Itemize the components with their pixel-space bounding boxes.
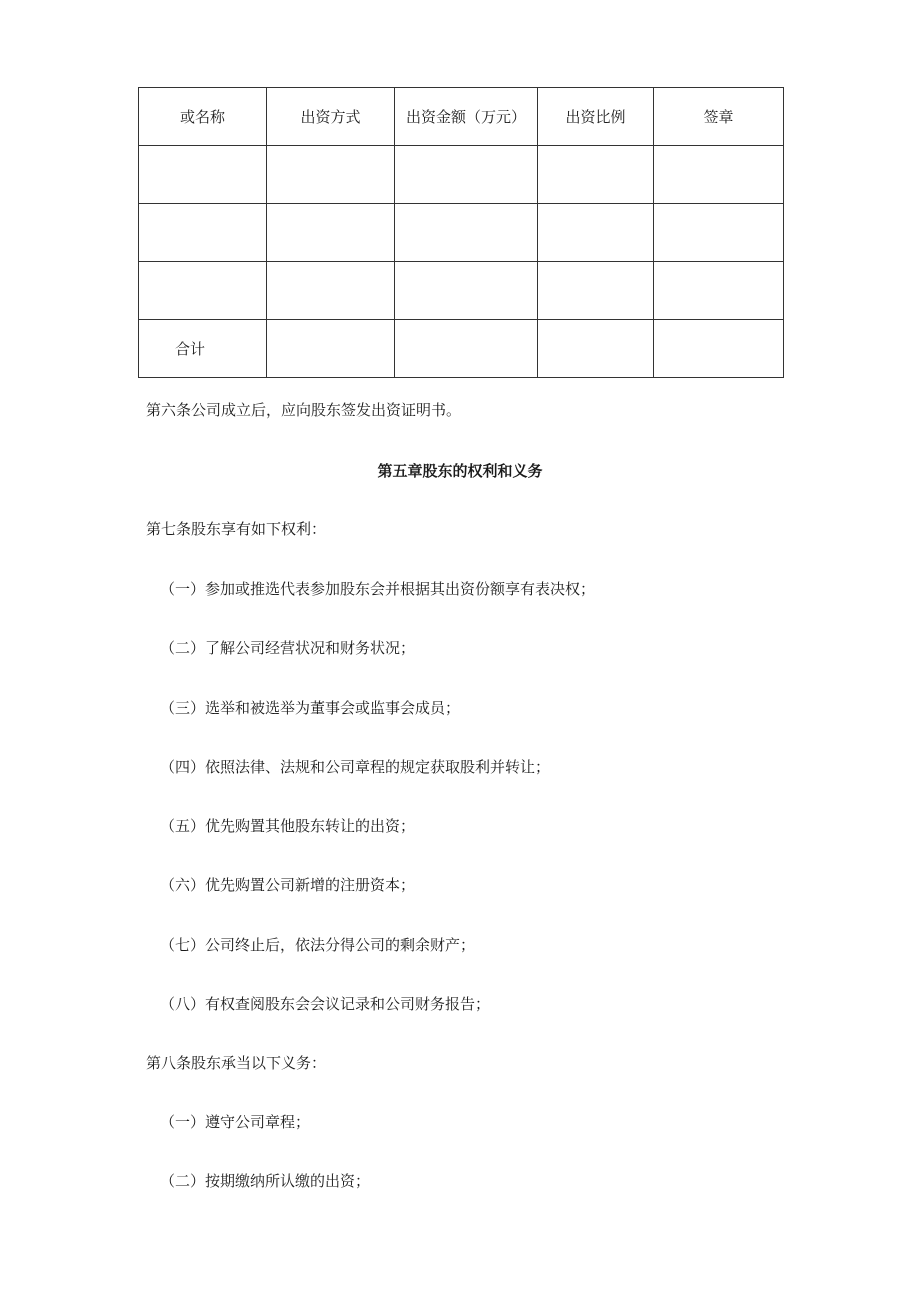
header-amount: 出资金额（万元） xyxy=(395,88,538,146)
header-seal: 签章 xyxy=(654,88,784,146)
table-cell xyxy=(538,320,654,378)
table-cell xyxy=(538,204,654,262)
total-label: 合计 xyxy=(139,320,267,378)
article-8-intro: 第八条股东承当以下义务： xyxy=(146,1054,327,1072)
article-7-item-1: （一）参加或推选代表参加股东会并根据其出资份额享有表决权； xyxy=(160,580,596,598)
table-cell xyxy=(139,262,267,320)
table-cell xyxy=(139,204,267,262)
article-7-item-2: （二）了解公司经营状况和财务状况； xyxy=(160,639,416,657)
shareholder-contribution-table xyxy=(138,87,784,378)
table-cell xyxy=(654,262,784,320)
article-7-item-7: （七）公司终止后，依法分得公司的剩余财产； xyxy=(160,936,476,954)
table-row xyxy=(139,146,784,204)
table-cell xyxy=(654,146,784,204)
article-7-item-6: （六）优先购置公司新增的注册资本； xyxy=(160,876,416,894)
table-cell xyxy=(395,320,538,378)
header-ratio: 出资比例 xyxy=(538,88,654,146)
table-cell xyxy=(538,146,654,204)
article-7-item-4: （四）依照法律、法规和公司章程的规定获取股利并转让； xyxy=(160,758,551,776)
article-7-item-5: （五）优先购置其他股东转让的出资； xyxy=(160,817,416,835)
table-cell xyxy=(395,262,538,320)
article-7-intro: 第七条股东享有如下权利： xyxy=(146,520,327,538)
table-cell xyxy=(267,320,395,378)
article-7-item-3: （三）选举和被选举为董事会或监事会成员； xyxy=(160,699,461,717)
table-total-row xyxy=(139,320,784,378)
table-row xyxy=(139,262,784,320)
table-header-row xyxy=(139,88,784,146)
table-cell xyxy=(654,320,784,378)
chapter-5-title: 第五章股东的权利和义务 xyxy=(377,462,543,480)
header-name: 或名称 xyxy=(139,88,267,146)
header-method: 出资方式 xyxy=(267,88,395,146)
table-cell xyxy=(267,146,395,204)
table-row xyxy=(139,204,784,262)
table-cell xyxy=(654,204,784,262)
article-6: 第六条公司成立后，应向股东签发出资证明书。 xyxy=(146,401,462,419)
article-7-item-8: （八）有权查阅股东会会议记录和公司财务报告； xyxy=(160,995,491,1013)
table-cell xyxy=(267,204,395,262)
article-8-item-2: （二）按期缴纳所认缴的出资； xyxy=(160,1172,371,1190)
article-8-item-1: （一）遵守公司章程； xyxy=(160,1113,311,1131)
table-cell xyxy=(538,262,654,320)
table-cell xyxy=(395,204,538,262)
table-cell xyxy=(267,262,395,320)
table-cell xyxy=(139,146,267,204)
table-cell xyxy=(395,146,538,204)
